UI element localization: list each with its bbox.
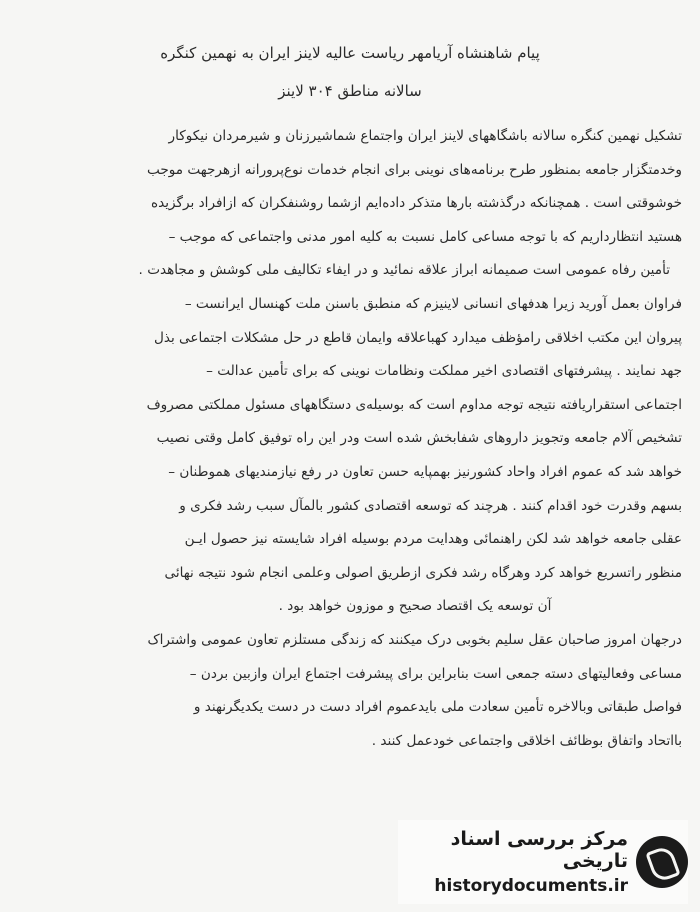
body-line: فراوان بعمل آورید زیرا هدفهای انسانی لاینیزم که منطبق باسنن ملت کهنسال ایرانست – xyxy=(184,295,682,312)
document-title-line-1: پیام شاهنشاه آریامهر ریاست عالیه لاینز ایران به نهمین کنگره xyxy=(160,44,540,62)
watermark-url: historydocuments.ir xyxy=(434,876,628,896)
body-line: اجتماعی استقراریافته نتیجه توجه مداوم است که بوسیله‌ی دستگاههای مسئول مملکتی مصروف xyxy=(146,396,682,413)
body-line: خواهد شد که عموم افراد واحاد کشورنیز بهمپایه حسن تعاون در رفع نیازمندیهای هموطنان – xyxy=(168,463,682,480)
body-line: درجهان امروز صاحبان عقل سلیم بخوبی درک میکنند که زندگی مستلزم تعاون عمومی واشتراک xyxy=(147,631,682,648)
body-line: عقلی جامعه خواهد شد لکن راهنمائی وهدایت مردم بوسیله افراد شایسته نیز حصول ایـن xyxy=(184,531,682,548)
body-line: بااتحاد واتفاق بوظائف اخلاقی واجتماعی خودعمل کنند . xyxy=(371,732,682,749)
watermark-text xyxy=(398,828,628,896)
body-line: مساعی وفعالیتهای دسته جمعی است بنابراین برای پیشرفت اجتماع ایران وازبین بردن – xyxy=(189,665,682,682)
body-line: خوشوقتی است . همچنانکه درگذشته بارها متذکر داده‌ایم ازشما روشنفکران که ازافراد برگزیده xyxy=(151,195,682,212)
body-line: فواصل طبقاتی وبالاخره تأمین سعادت ملی بایدعموم افراد دست در دست یکدیگرنهند و xyxy=(193,699,682,716)
watermark-footer xyxy=(398,820,688,904)
document-title-line-2: سالانه مناطق ۳۰۴ لاینز xyxy=(278,82,422,100)
body-line: جهد نمایند . پیشرفتهای اقتصادی اخیر مملکت ونظامات نوینی که برای تأمین عدالت – xyxy=(206,363,682,380)
body-line: تشخیص آلام جامعه وتجویز داروهای شفابخش شده است ودر این راه توفیق کامل وقتی نصیب xyxy=(156,430,682,447)
body-line: وخدمتگزار جامعه بمنظور طرح برنامه‌های نوینی برای انجام خدمات نوع‌پرورانه ازهرجهت موجب xyxy=(147,161,682,178)
body-line: بسهم وقدرت خود اقدام کنند . هرچند که توسعه اقتصادی کشور بالمآل سبب رشد فکری و xyxy=(179,497,682,514)
body-line: هستید انتظارداریم که با توجه مساعی کامل نسبت به کلیه امور مدنی واجتماعی که موجب – xyxy=(168,228,682,245)
body-line: تأمین رفاه عمومی است صمیمانه ابراز علاقه نمائید و در ایفاء تکالیف ملی کوشش و مجاهدت . xyxy=(138,262,670,279)
archive-leaf-icon xyxy=(636,836,688,888)
body-line: آن توسعه یک اقتصاد صحیح و موزون خواهد بود . xyxy=(278,598,552,615)
watermark-title: مرکز بررسی اسناد تاریخی xyxy=(450,828,628,872)
body-line: پیروان این مکتب اخلاقی رامؤظف میدارد کهباعلاقه وایمان قاطع در حل مشکلات اجتماعی بذل xyxy=(153,329,682,346)
body-line: تشکیل نهمین کنگره سالانه باشگاههای لاینز ایران واجتماع شماشیرزنان و شیرمردان نیکوکار xyxy=(168,128,682,144)
document-body xyxy=(28,120,682,758)
leaf-shape xyxy=(645,845,680,884)
body-line: منظور راتسریع خواهد کرد وهرگاه رشد فکری ازطریق اصولی وعلمی انجام شود نتیجه نهائی xyxy=(164,564,682,581)
